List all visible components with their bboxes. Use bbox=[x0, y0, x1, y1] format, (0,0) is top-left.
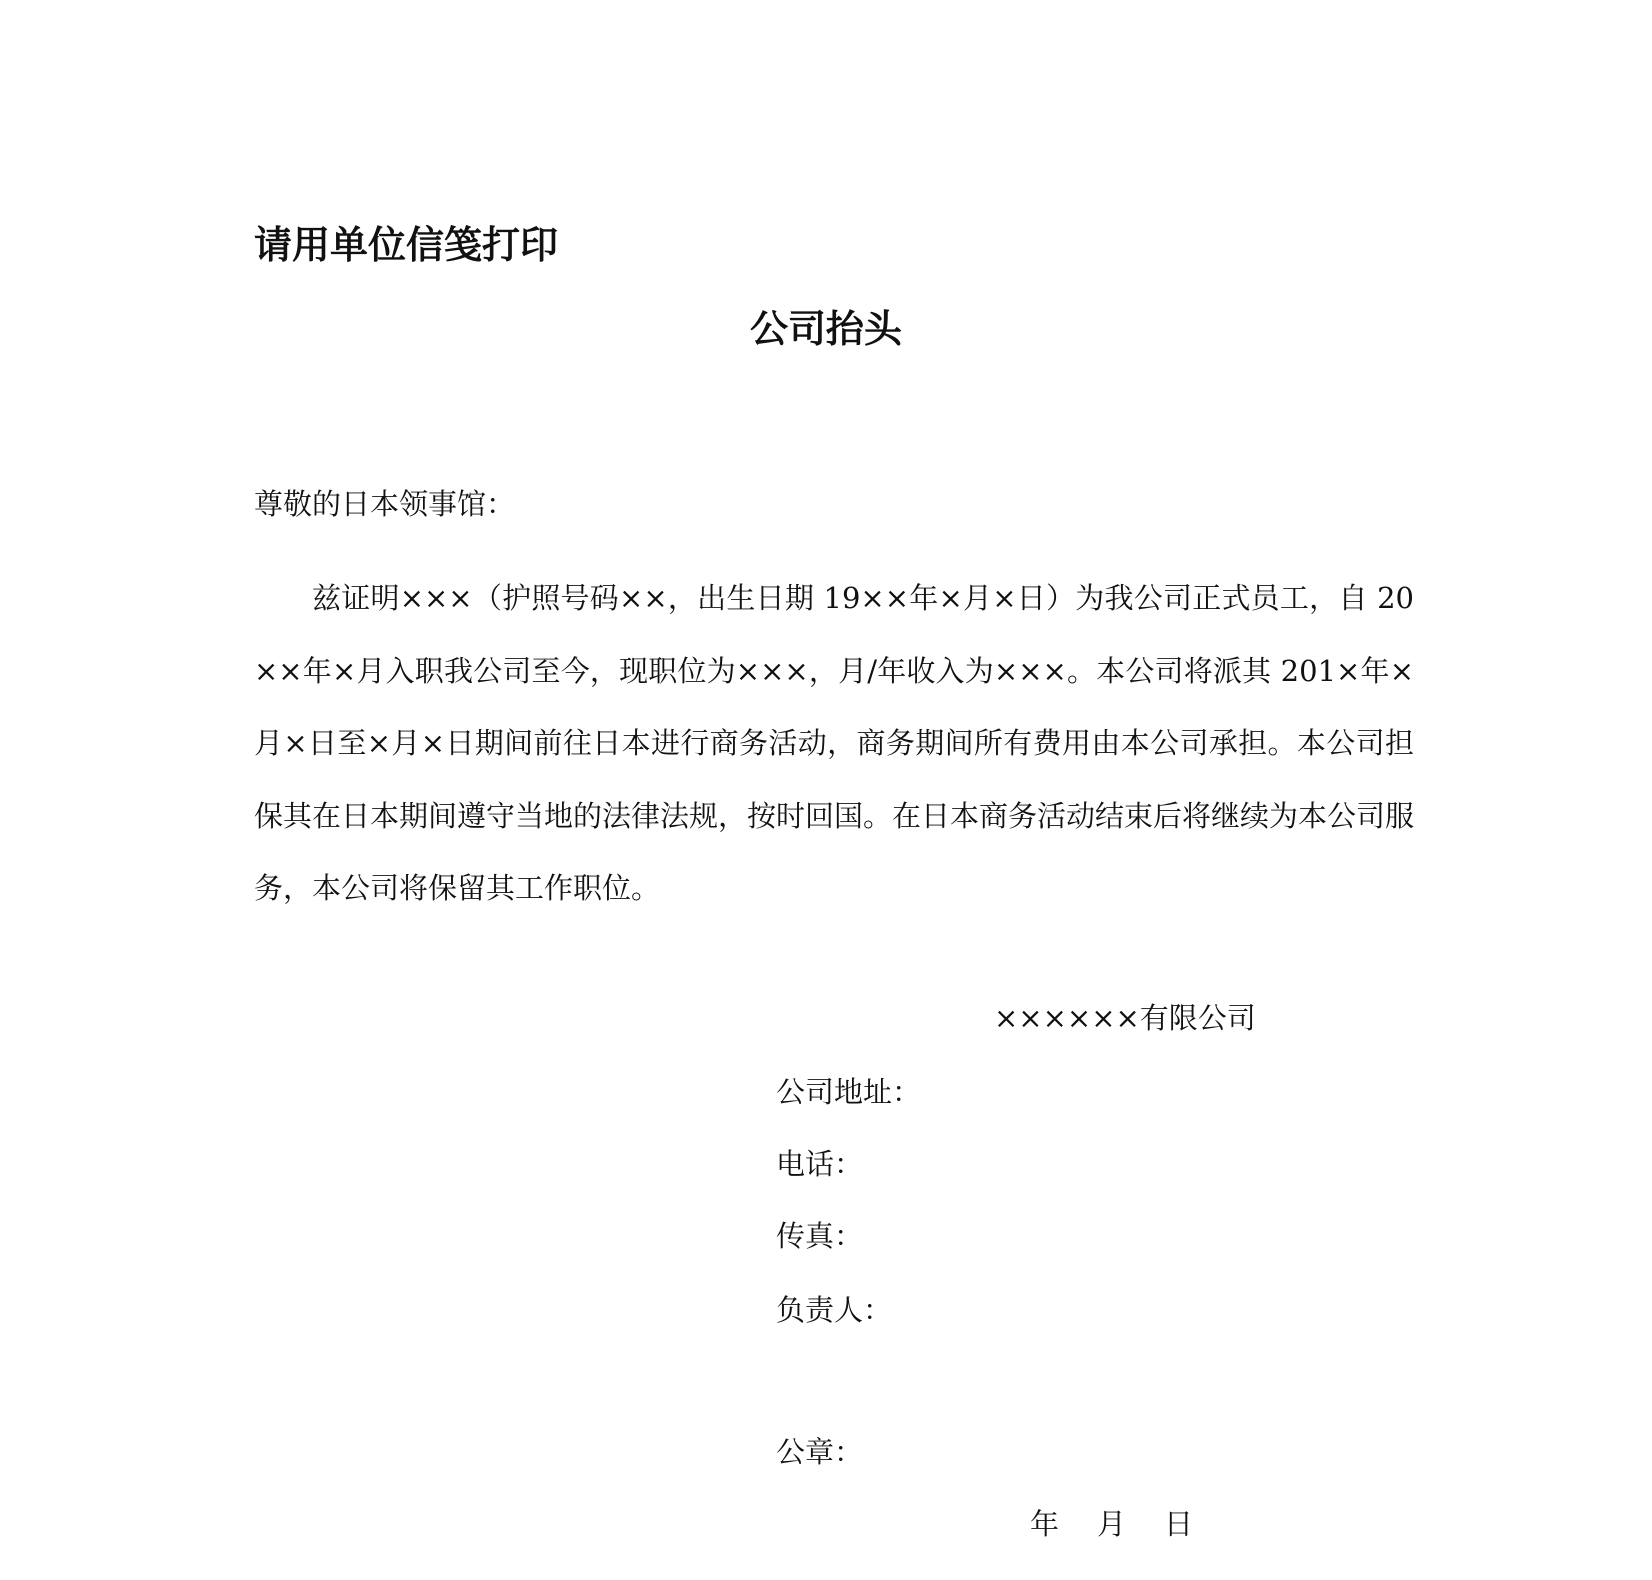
print-instruction: 请用单位信笺打印 bbox=[254, 223, 559, 267]
date-month: 月 bbox=[1097, 1507, 1127, 1541]
phone-label: 电话： bbox=[776, 1147, 864, 1181]
salutation: 尊敬的日本领事馆： bbox=[254, 487, 516, 521]
letterhead-title: 公司抬头 bbox=[749, 307, 902, 351]
address-label: 公司地址： bbox=[776, 1075, 922, 1109]
date-line bbox=[1030, 1504, 1193, 1544]
date-year: 年 bbox=[1030, 1507, 1060, 1541]
company-name: ××××××有限公司 bbox=[994, 1001, 1256, 1035]
company-seal-label: 公章： bbox=[776, 1435, 864, 1469]
letter-body: 兹证明×××（护照号码××，出生日期 19××年×月×日）为我公司正式员工，自 20××年×月入职我公司至今，现职位为×××，月/年收入为×××。本公司将派其 201×年×月×日至×月×日期间前往日本进行商务活动，商务期间所有费用由本公司承担。本公司担保其在日本期间遵守当地的法律法规，按时回国。在日本商务活动结束后将继续为本公司服务，本公司将保留其工作职位。 bbox=[254, 581, 1415, 905]
date-day: 日 bbox=[1164, 1507, 1194, 1541]
person-in-charge-label: 负责人： bbox=[776, 1293, 893, 1327]
fax-label: 传真： bbox=[776, 1219, 864, 1253]
